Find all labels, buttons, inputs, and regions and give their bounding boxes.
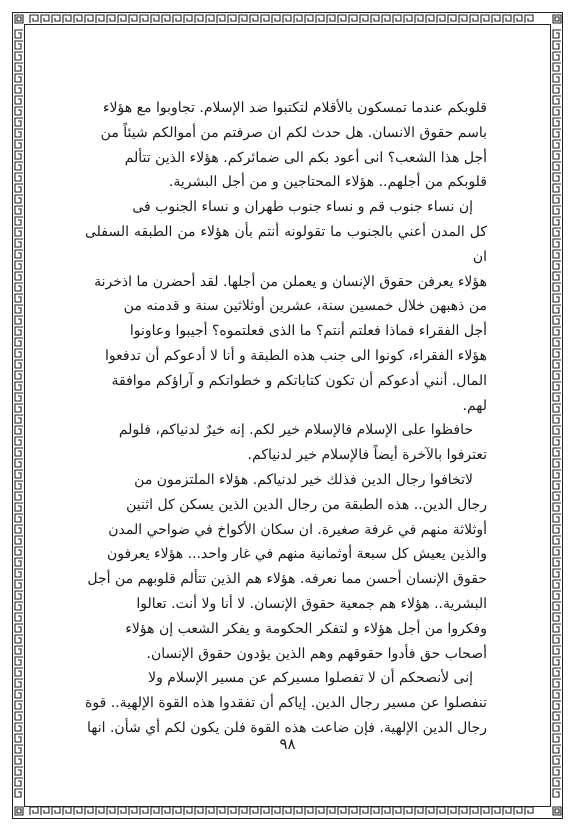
text-line: هؤلاء يعرفن حقوق الإنسان و يعملن من أجلها. لقد أحضرن ما اذخرنة bbox=[94, 273, 487, 290]
text-line: لاتخافوا رجال الدين فذلك خير لدنياكم. هؤلاء الملتزمون من bbox=[134, 471, 473, 488]
text-line: تنفصلوا عن مسير رجال الدين. إياكم أن تفقدوا هذه القوة الإلهية.. قوة bbox=[85, 695, 487, 712]
text-line: حافظوا على الإسلام فالإسلام خير لكم. إنه خيرٌ لدنياكم، فلولم bbox=[118, 422, 473, 439]
text-line: إن نساء جنوب قم و نساء جنوب طهران و نساء الجنوب فى bbox=[132, 199, 473, 216]
text-line: تعترفوا بالآخرة أيضاً فالإسلام خير لدنياكم. bbox=[247, 447, 487, 464]
text-line: وفكروا من أجل هؤلاء و لتفكر الحكومة و يفكر الشعب إن هؤلاء bbox=[125, 620, 487, 637]
text-line: والذين يعيش كل سبعة أوثمانية منهم في غار واحد... هؤلاء يعرفون bbox=[106, 546, 487, 563]
text-line: لهم. bbox=[462, 397, 487, 414]
page-number: ٩٨ bbox=[279, 735, 296, 753]
text-line: من ذهبهن خلال خمسين سنة، عشرين أوثلاثين سنة و قدمنه من bbox=[123, 298, 487, 315]
paragraph bbox=[85, 195, 487, 418]
text-line: هؤلاء الفقراء، كونوا الى جنب هذه الطبقة و أنا لا أدعوكم أن تدفعوا bbox=[105, 347, 487, 364]
text-line: أجل الفقراء فماذا فعلتم أنتم؟ ما الذى فعلتموه؟ أجيبوا وعاونوا bbox=[129, 323, 487, 340]
text-line: كل المدن أعني بالجنوب ما تقولونه أنتم بأن هؤلاء من الطبقه السفلى ان bbox=[85, 223, 487, 265]
text-line: حقوق الإنسان أحسن مما نعرفه. هؤلاء هم الذين تتألم قلوبهم من أجل bbox=[87, 571, 487, 588]
text-line: أصحاب حق فأدوا حقوقهم وهم الذين يؤدون حقوق الإنسان. bbox=[146, 645, 487, 662]
paragraph bbox=[85, 96, 487, 195]
text-line: رجال الدين الإلهية. فإن ضاعت هذه القوة فلن يكون لكم أي شأن. انها bbox=[87, 719, 487, 736]
paragraph bbox=[85, 666, 487, 740]
text-line: إنى لأنصحكم أن لا تفصلوا مسيركم عن مسير الإسلام ولا bbox=[148, 670, 473, 687]
text-line: قلوبكم من أجلهم.. هؤلاء المحتاجين و من أجل البشرية. bbox=[168, 174, 487, 191]
text-line: البشرية.. هؤلاء هم جمعية حقوق الإنسان. لا أنا ولا أنت. تعالوا bbox=[136, 595, 487, 612]
paragraph bbox=[85, 418, 487, 468]
page-body-text bbox=[85, 96, 487, 741]
text-line: رجال الدين.. هذه الطبقة من رجال الدين الذين يسكن كل اثنين bbox=[126, 496, 487, 513]
text-line: أجل هذا الشعب؟ انى أعود بكم الى ضمائركم. هؤلاء الذين تتألم bbox=[124, 149, 487, 166]
text-line: قلوبكم عندما تمسكون بالأقلام لتكتبوا ضد الإسلام. تجاوبوا مع هؤلاء bbox=[102, 100, 487, 116]
text-line: المال. أنني أدعوكم أن تكون كتاباتكم و خطواتكم و آراؤكم موافقة bbox=[111, 372, 487, 389]
text-line: أوثلاثة منهم في غرفة صغيرة. ان سكان الأكواخ في ضواحي المدن bbox=[108, 521, 487, 538]
paragraph bbox=[85, 468, 487, 666]
text-line: باسم حقوق الانسان. هل حدث لكم ان صرفتم من أموالكم شيئاً من bbox=[100, 124, 487, 141]
